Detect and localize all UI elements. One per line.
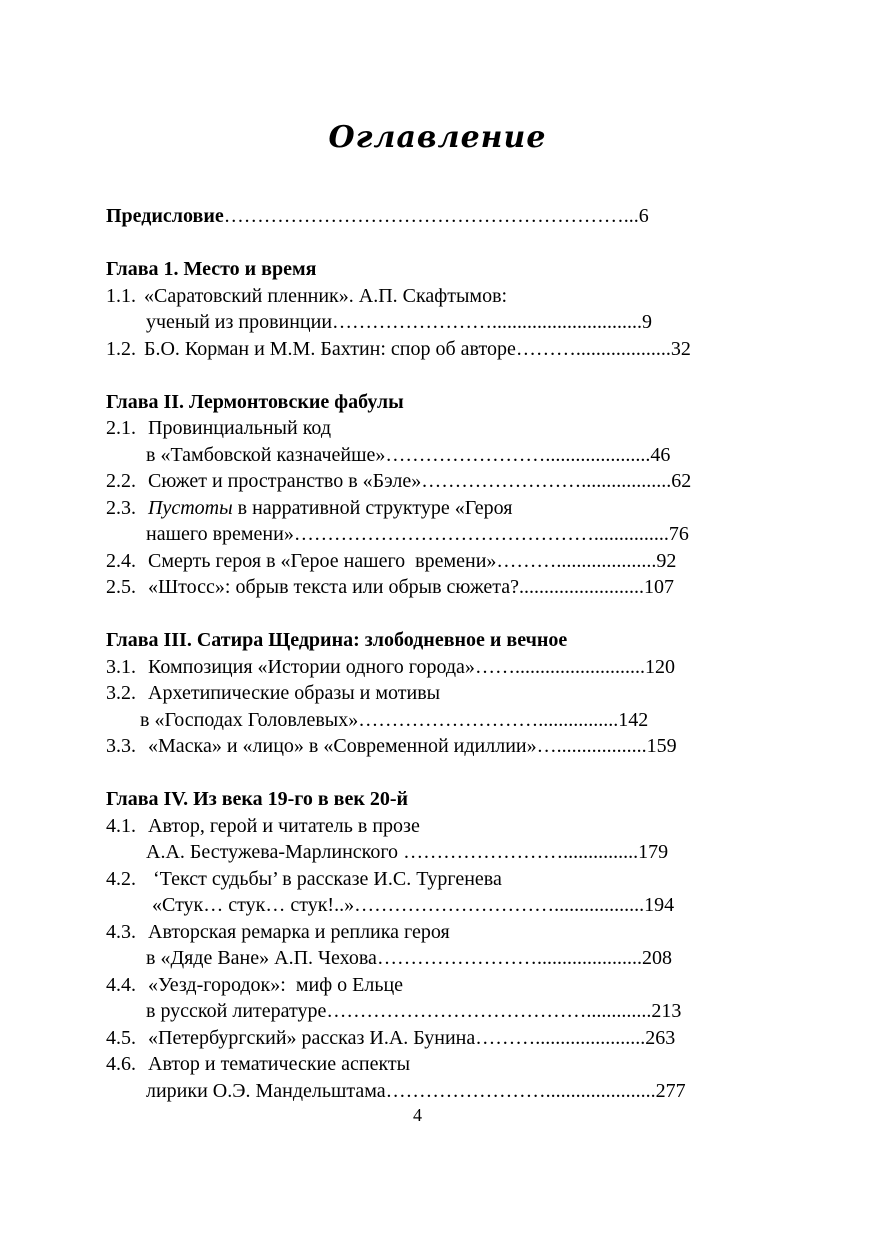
- entry-title-cont: нашего времени»: [146, 523, 294, 545]
- page-number: 4: [413, 1105, 422, 1125]
- entry-number: 2.4.: [106, 549, 136, 572]
- entry-title: Б.О. Корман и М.М. Бахтин: спор об авторе: [144, 337, 516, 360]
- chapter-heading: Глава 1. Место и время: [106, 258, 317, 280]
- toc-entry[interactable]: [106, 972, 756, 999]
- toc-entry[interactable]: [106, 415, 756, 442]
- entry-number: 4.4.: [106, 973, 136, 996]
- toc-entry[interactable]: [106, 680, 756, 707]
- page-ref: 6: [638, 205, 649, 227]
- leader-dots: …………………….....................: [376, 947, 642, 969]
- toc-entry[interactable]: [106, 654, 756, 681]
- toc-entry[interactable]: [106, 548, 756, 575]
- page-ref: 62: [671, 470, 692, 492]
- leader-dots: ……………………...............: [403, 841, 639, 863]
- entry-title-cont: лирики О.Э. Мандельштама: [146, 1079, 386, 1102]
- page-ref: 179: [638, 841, 669, 863]
- entry-title: «Уезд-городок»: миф о Ельце: [148, 973, 404, 996]
- entry-title-emphasis: Пустоты: [148, 496, 233, 519]
- entry-title: Авторская ремарка и реплика героя: [148, 920, 450, 943]
- chapter-heading: Глава IV. Из века 19-го в век 20-й: [106, 788, 409, 810]
- entry-title-cont: «Стук… стук… стук!..»: [152, 894, 355, 916]
- entry-title: Архетипические образы и мотивы: [148, 682, 441, 704]
- toc-entry[interactable]: [106, 468, 756, 495]
- toc-entry-continuation[interactable]: [106, 945, 756, 972]
- entry-title-cont: в «Тамбовской казначейше»: [146, 443, 386, 466]
- page-ref: 76: [668, 523, 689, 545]
- entry-title-cont: в русской литературе: [146, 1000, 327, 1022]
- toc-entry[interactable]: [106, 1051, 756, 1078]
- page-ref: 46: [650, 443, 671, 466]
- toc-entry-continuation[interactable]: [106, 442, 756, 469]
- leader-dots: ……………………..............................: [332, 311, 643, 333]
- entry-number: 4.1.: [106, 814, 136, 837]
- toc-entry-preface[interactable]: [106, 203, 756, 230]
- entry-title: Провинциальный код: [148, 417, 331, 439]
- entry-number: 2.1.: [106, 417, 136, 439]
- toc-entry[interactable]: [106, 336, 756, 363]
- leader-dots: ………………………................: [358, 708, 619, 731]
- page-ref: 120: [644, 655, 675, 678]
- toc-entry[interactable]: [106, 495, 756, 522]
- toc-entry-continuation[interactable]: [106, 998, 756, 1025]
- toc-entry-continuation[interactable]: [106, 1078, 756, 1105]
- toc-entry-continuation[interactable]: [106, 892, 756, 919]
- page-ref: 263: [645, 1026, 676, 1049]
- entry-number: 4.5.: [106, 1026, 136, 1049]
- leader-dots: ……………………......................: [385, 1079, 656, 1102]
- page-ref: 159: [646, 735, 677, 757]
- page-ref: 277: [655, 1079, 686, 1102]
- page-ref: 9: [642, 311, 653, 333]
- leader-dots: ……..........................: [474, 655, 645, 678]
- leader-dots: …..................: [536, 735, 647, 757]
- entry-number: 2.3.: [106, 496, 136, 519]
- toc-entry-continuation[interactable]: [106, 521, 756, 548]
- entry-title-cont: А.А. Бестужева-Марлинского: [146, 841, 404, 863]
- leader-dots: ………....................: [496, 549, 657, 572]
- entry-title-cont: в «Дяде Ване» А.П. Чехова: [146, 947, 377, 969]
- toc-entry[interactable]: [106, 733, 756, 760]
- entry-number: 3.2.: [106, 682, 136, 704]
- entry-number: 2.2.: [106, 470, 136, 492]
- toc-entry-continuation[interactable]: [106, 707, 756, 734]
- entry-title-cont: ученый из провинции: [146, 311, 333, 333]
- entry-title: Автор и тематические аспекты: [148, 1053, 411, 1075]
- preface-label: Предисловие: [106, 205, 224, 227]
- leader-dots: ……………………………………………………...: [223, 205, 639, 227]
- toc-entry[interactable]: [106, 283, 756, 310]
- toc-entry[interactable]: [106, 1025, 756, 1052]
- entry-title: Автор, герой и читатель в прозе: [148, 814, 420, 837]
- toc-entry[interactable]: [106, 919, 756, 946]
- toc-entry-continuation[interactable]: [106, 839, 756, 866]
- page-ref: 107: [644, 576, 675, 598]
- chapter-heading: Глава III. Сатира Щедрина: злободневное и вечное: [106, 629, 568, 651]
- entry-number: 3.1.: [106, 655, 136, 678]
- leader-dots: ………...................: [515, 337, 671, 360]
- toc-entry-continuation[interactable]: [106, 309, 756, 336]
- entry-title: Композиция «Истории одного города»: [148, 655, 475, 678]
- entry-title: «Саратовский пленник». А.П. Скафтымов:: [144, 284, 508, 307]
- entry-title: «Петербургский» рассказ И.А. Бунина: [148, 1026, 476, 1049]
- toc-entry[interactable]: [106, 813, 756, 840]
- leader-dots: …………………….....................: [385, 443, 651, 466]
- entry-title: Сюжет и пространство в «Бэле»: [148, 470, 422, 492]
- entry-title: в нарративной структуре «Героя: [232, 496, 513, 519]
- leader-dots: …………………………..................: [354, 894, 645, 916]
- entry-number: 4.2.: [106, 867, 136, 890]
- toc-entry[interactable]: [106, 866, 756, 893]
- leader-dots: .........................: [519, 576, 645, 598]
- chapter-heading: Глава II. Лермонтовские фабулы: [106, 390, 404, 413]
- page-ref: 194: [644, 894, 675, 916]
- leader-dots: ………………………………….............: [326, 1000, 652, 1022]
- entry-title: «Маска» и «лицо» в «Современной идиллии»: [148, 735, 537, 757]
- entry-number: 1.1.: [106, 284, 136, 307]
- page-ref: 92: [656, 549, 677, 572]
- leader-dots: ………......................: [475, 1026, 646, 1049]
- page-title: Оглавление: [328, 120, 547, 155]
- page-ref: 213: [651, 1000, 682, 1022]
- entry-number: 3.3.: [106, 735, 136, 757]
- entry-title: Смерть героя в «Герое нашего времени»: [148, 549, 497, 572]
- entry-number: 4.6.: [106, 1053, 136, 1075]
- leader-dots: ………………………………………...............: [293, 523, 669, 545]
- page-ref: 32: [670, 337, 691, 360]
- table-of-contents: [106, 203, 756, 1104]
- toc-entry[interactable]: [106, 574, 756, 601]
- page-ref: 142: [618, 708, 649, 731]
- leader-dots: ……………………..................: [421, 470, 672, 492]
- entry-number: 2.5.: [106, 576, 136, 598]
- entry-number: 4.3.: [106, 920, 136, 943]
- entry-title-cont: в «Господах Головлевых»: [140, 708, 359, 731]
- entry-title: «Штосс»: обрыв текста или обрыв сюжета?: [148, 576, 520, 598]
- page-ref: 208: [641, 947, 672, 969]
- entry-number: 1.2.: [106, 337, 136, 360]
- entry-title: ‘Текст судьбы’ в рассказе И.С. Тургенева: [148, 867, 502, 890]
